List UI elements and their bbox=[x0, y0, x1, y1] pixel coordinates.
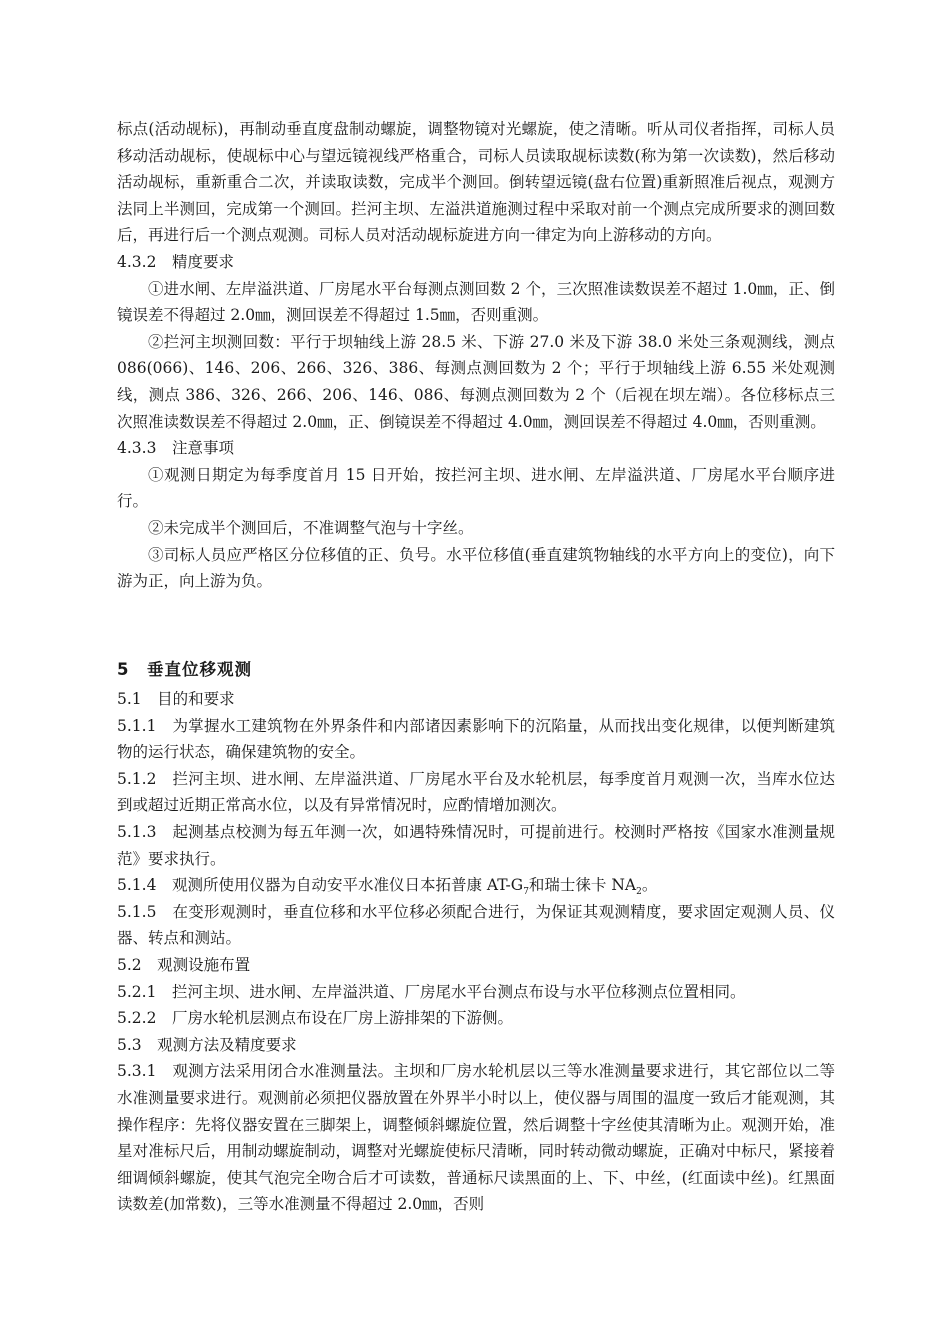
paragraph-4-3-3-item1: ①观测日期定为每季度首月 15 日开始，按拦河主坝、进水闸、左岸溢洪道、厂房尾水平台顺序进行。 bbox=[117, 465, 835, 511]
paragraph-5-1-4 bbox=[117, 872, 835, 899]
paragraph-5-1-3: 5.1.3 起测基点校测为每五年测一次，如遇特殊情况时，可提前进行。校测时严格按《国家水准测量规范》要求执行。 bbox=[117, 822, 835, 868]
heading-4-3-2: 4.3.2 精度要求 bbox=[117, 252, 234, 271]
upper-section bbox=[117, 116, 835, 595]
paragraph-4-3-2-item1: ①进水闸、左岸溢洪道、厂房尾水平台每测点测回数 2 个，三次照准读数误差不超过 1.0㎜，正、倒镜误差不得超过 2.0㎜，测回误差不得超过 1.5㎜，否则重测。 bbox=[117, 279, 835, 325]
paragraph-5-1-5: 5.1.5 在变形观测时，垂直位移和水平位移必须配合进行，为保证其观测精度，要求固定观测人员、仪器、转点和测站。 bbox=[117, 902, 835, 948]
paragraph-5-2-2: 5.2.2 厂房水轮机层测点布设在厂房上游排架的下游侧。 bbox=[117, 1009, 513, 1028]
paragraph-4-3-3-item3: ③司标人员应严格区分位移值的正、负号。水平位移值(垂直建筑物轴线的水平方向上的变位)，向下游为正，向上游为负。 bbox=[117, 545, 835, 591]
heading-5-2: 5.2 观测设施布置 bbox=[117, 955, 251, 974]
p514-text-mid: 和瑞士徕卡 NA bbox=[528, 876, 637, 895]
heading-4-3-3: 4.3.3 注意事项 bbox=[117, 439, 234, 458]
heading-5-1: 5.1 目的和要求 bbox=[117, 690, 235, 708]
paragraph-5-1-1: 5.1.1 为掌握水工建筑物在外界条件和内部诸因素影响下的沉陷量，从而找出变化规律，以便判断建筑物的运行状态，确保建筑物的安全。 bbox=[117, 716, 835, 762]
paragraph-5-3-1: 5.3.1 观测方法采用闭合水准测量法。主坝和厂房水轮机层以三等水准测量要求进行，其它部位以二等水准测量要求进行。观测前必须把仪器放置在外界半小时以上，使仪器与周围的温度一致后才能观测，其操作程序：先将仪器安置在三脚架上，调整倾斜螺旋位置，然后调整十字丝使其清晰为止。观测开始，准星对准标尺后，用制动螺旋制动，调整对光螺旋使标尺清晰，同时转动微动螺旋，正确对中标尺，紧接着细调倾斜螺旋，使其气泡完全吻合后才可读数，普通标尺读黑面的上、下、中丝，(红面读中丝)。红黑面读数差(加常数)，三等水准测量不得超过 2.0㎜，否则 bbox=[117, 1062, 835, 1214]
heading-5-3: 5.3 观测方法及精度要求 bbox=[117, 1035, 297, 1054]
intro-paragraph: 标点(活动觇标)，再制动垂直度盘制动螺旋，调整物镜对光螺旋，使之清晰。听从司仪者指挥，司标人员移动活动觇标，使觇标中心与望远镜视线严格重合，司标人员读取觇标读数(称为第一次读数)，然后移动活动觇标，重新重合二次，并读取读数，完成半个测回。倒转望远镜(盘右位置)重新照准后视点，观测方法同上半测回，完成第一个测回。拦河主坝、左溢洪道施测过程中采取对前一个测点完成所要求的测回数后，再进行后一个测点观测。司标人员对活动觇标旋进方向一律定为向上游移动的方向。 bbox=[117, 120, 835, 245]
p514-text-end: 。 bbox=[641, 876, 658, 895]
section-5-title: 5 垂直位移观测 bbox=[117, 660, 252, 679]
paragraph-4-3-3-item2: ②未完成半个测回后，不准调整气泡与十字丝。 bbox=[148, 518, 474, 537]
section-5-body bbox=[117, 686, 835, 1218]
paragraph-4-3-2-item2: ②拦河主坝测回数：平行于坝轴线上游 28.5 米、下游 27.0 米及下游 38.0 米处三条观测线，测点 086(066)、146、206、266、326、386、每测点测回数为 2 个；平行于坝轴线上游 6.55 米处观测线，测点 386、326、266、206、146、086、每测点测回数为 2 个（后视在坝左端）。各位移标点三次照准读数误差不得超过 2.0㎜，正、倒镜误差不得超过 4.0㎜，测回误差不得超过 4.0㎜，否则重测。 bbox=[117, 332, 835, 431]
paragraph-5-2-1: 5.2.1 拦河主坝、进水闸、左岸溢洪道、厂房尾水平台测点布设与水平位移测点位置相同。 bbox=[117, 982, 746, 1001]
p514-text-pre: 5.1.4 观测所使用仪器为自动安平水准仪日本拓普康 AT-G bbox=[117, 876, 524, 895]
p514-subscript-2: 2 bbox=[636, 887, 642, 898]
p514-subscript-1: 7 bbox=[523, 887, 529, 898]
paragraph-5-1-2: 5.1.2 拦河主坝、进水闸、左岸溢洪道、厂房尾水平台及水轮机层，每季度首月观测一次，当库水位达到或超过近期正常高水位，以及有异常情况时，应酌情增加测次。 bbox=[117, 769, 835, 815]
